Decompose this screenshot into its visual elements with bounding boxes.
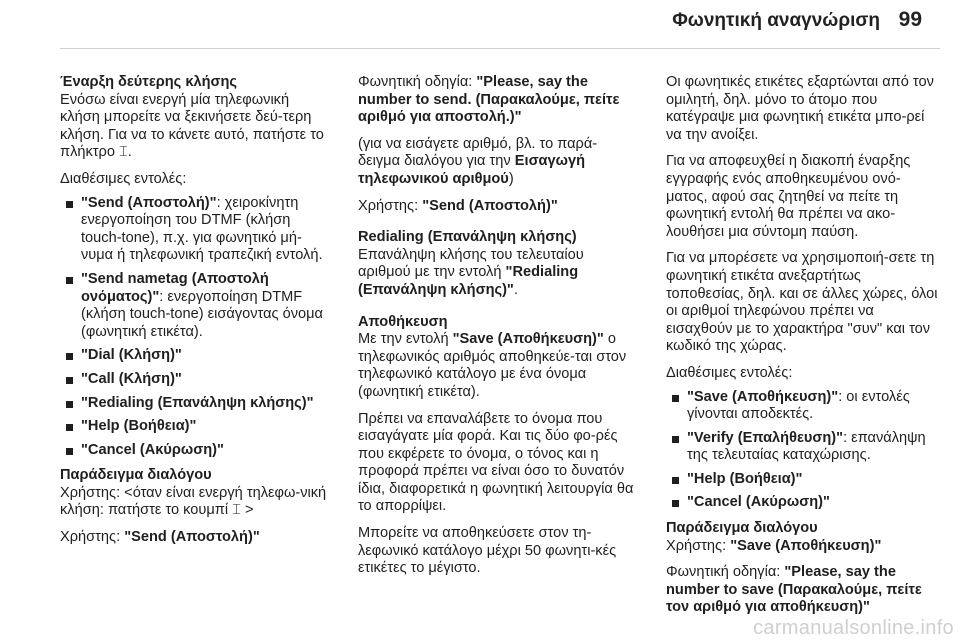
command-list xyxy=(666,389,938,513)
paragraph-user-command xyxy=(358,198,636,216)
command-name: "Save (Αποθήκευση)" xyxy=(730,537,882,554)
section-heading-save: Αποθήκευση xyxy=(358,313,448,330)
list-item xyxy=(60,271,332,341)
note-text: (για να εισάγετε αριθμό, βλ. το παρά-δειγμα διαλόγου για την xyxy=(358,135,598,170)
command-description: : ενεργοποίηση DTMF (κλήση touch-tone) εισάγοντας όνομα (φωνητική ετικέτα). xyxy=(81,288,323,340)
list-item xyxy=(60,442,332,460)
column-middle xyxy=(358,74,636,587)
command-name: "Help (Βοήθεια)" xyxy=(687,470,803,487)
paragraph-voice-guide xyxy=(666,564,938,617)
save-text: Με την εντολή xyxy=(358,331,453,348)
paragraph-user-action: Χρήστης: <όταν είναι ενεργή τηλεφω-νική κλήση: πατήστε το κουμπί ⌶ > xyxy=(60,484,327,519)
paragraph-location: Για να μπορέσετε να χρησιμοποιή-σετε τη φωνητική ετικέτα ανεξαρτήτως τοποθεσίας, δηλ. και σε άλλες χώρες, όλοι οι αριθμοί τηλεφώνου πρέπει να εισαχθούν με το χαρακτήρα "συν" και τον κωδικό της χώρας. xyxy=(666,250,938,355)
commands-label: Διαθέσιμες εντολές: xyxy=(60,170,187,187)
column-right xyxy=(666,74,938,626)
command-name: "Send nametag (Αποστολή ονόματος)" xyxy=(81,270,269,305)
paragraph-voice-guide xyxy=(358,74,636,127)
paragraph-user-command xyxy=(666,538,938,556)
command-description: : επανάληψη της τελευταίας καταχώρισης. xyxy=(687,429,926,464)
speaker-label: Χρήστης: xyxy=(60,529,125,546)
command-name: "Cancel (Ακύρωση)" xyxy=(687,494,830,511)
command-name: "Help (Βοήθεια)" xyxy=(81,418,197,435)
paragraph-save xyxy=(358,331,636,401)
command-name: "Send (Αποστολή)" xyxy=(81,194,217,211)
bullet-square-icon xyxy=(66,277,73,284)
command-description: : οι εντολές γίνονται αποδεκτές. xyxy=(687,388,910,423)
commands-label: Διαθέσιμες εντολές: xyxy=(666,364,793,381)
command-name: "Redialing (Επανάληψη κλήσης)" xyxy=(81,394,314,411)
bullet-square-icon xyxy=(66,424,73,431)
speaker-label: Χρήστης: xyxy=(666,537,731,554)
list-item xyxy=(60,347,332,365)
bullet-square-icon xyxy=(672,395,679,402)
command-name: "Dial (Κλήση)" xyxy=(81,347,182,364)
command-list xyxy=(60,195,332,460)
bullet-square-icon xyxy=(66,448,73,455)
bullet-square-icon xyxy=(672,477,679,484)
column-left xyxy=(60,74,332,556)
paragraph-speaker-dependent: Οι φωνητικές ετικέτες εξαρτώνται από τον ομιλητή, δηλ. μόνο το άτομο που κατέγραψε μια φωνητική ετικέτα μπο-ρεί να την ανοίξει. xyxy=(666,74,934,143)
save-text-end: ο τηλεφωνικός αριθμός αποθηκεύε-ται στον τηλεφωνικό κατάλογο με ένα όνομα (φωνητική ετικέτα). xyxy=(358,331,627,400)
paragraph-repeat-name: Πρέπει να επαναλάβετε το όνομα που εισαγάγατε μία φορά. Και τις δύο φο-ρές που εκφέρετε το όνομα, ο τόνος και η προφορά πρέπει να είναι όσο το δυνατόν ίδια, διαφορετικά η φωνητική λειτουργία θα το απορρίψει. xyxy=(358,410,634,515)
list-item xyxy=(60,418,332,436)
redial-text: Επανάληψη κλήσης του τελευταίου αριθμού με την εντολή xyxy=(358,246,584,281)
section-heading-dialog-example: Παράδειγμα διαλόγου xyxy=(60,467,212,484)
list-item xyxy=(60,195,332,265)
bullet-square-icon xyxy=(672,436,679,443)
command-description: : χειροκίνητη ενεργοποίηση του DTMF (κλήση touch-tone), π.χ. για φωνητικό μή-νυμα ή τηλεφωνική τραπεζική εντολή. xyxy=(81,194,323,264)
command-name: "Save (Αποθήκευση)" xyxy=(687,388,839,405)
command-name: "Redialing (Επανάληψη κλήσης)" xyxy=(358,264,579,298)
page-number: 99 xyxy=(898,8,922,31)
paragraph-max-tags: Μπορείτε να αποθηκεύσετε στον τη-λεφωνικό κατάλογο μέχρι 50 φωνητι-κές ετικέτες το μέγιστο. xyxy=(358,525,617,577)
page-header xyxy=(0,0,960,44)
paragraph-user-command xyxy=(60,529,332,547)
header-divider xyxy=(60,48,940,49)
speaker-label: Χρήστης: xyxy=(358,197,423,214)
command-name: "Send (Αποστολή)" xyxy=(422,197,558,214)
command-name: "Cancel (Ακύρωση)" xyxy=(81,441,224,458)
list-item xyxy=(60,395,332,413)
voice-prompt: "Please, say the number to save (Παρακαλούμε, πείτε τον αριθμό για αποθήκευση)" xyxy=(666,564,922,616)
section-heading-second-call: Έναρξη δεύτερης κλήσης xyxy=(60,74,237,90)
section-heading-redial: Redialing (Επανάληψη κλήσης) xyxy=(358,229,577,246)
paragraph-second-call: Ενόσω είναι ενεργή μία τηλεφωνική κλήση μπορείτε να ξεκινήσετε δεύ-τερη κλήση. Για να το κάνετε αυτό, πατήστε το πλήκτρο ⌶. xyxy=(60,91,324,161)
list-item xyxy=(666,471,938,489)
paragraph-avoid-interrupt: Για να αποφευχθεί η διακοπή έναρξης εγγραφής ενός αποθηκευμένου ονό-ματος, αφού σας ζητηθεί να πείτε τη φωνητική εντολή θα πρέπει να ακο-λουθήσει μια σύντομη παύση. xyxy=(666,153,911,240)
bullet-square-icon xyxy=(66,401,73,408)
cross-reference: Εισαγωγή τηλεφωνικού αριθμού xyxy=(358,153,585,187)
watermark-text: carmanualsonline.info xyxy=(753,617,954,639)
page-title: Φωνητική αναγνώριση xyxy=(672,10,880,31)
speaker-label: Φωνητική οδηγία: xyxy=(358,74,477,90)
command-name: "Send (Αποστολή)" xyxy=(124,529,260,546)
note-text-end: ) xyxy=(508,170,514,187)
paragraph-note xyxy=(358,136,636,189)
command-name: "Call (Κλήση)" xyxy=(81,370,182,387)
section-heading-dialog-example: Παράδειγμα διαλόγου xyxy=(666,520,818,537)
command-name: "Verify (Επαλήθευση)" xyxy=(687,429,844,446)
command-name: "Save (Αποθήκευση)" xyxy=(452,331,604,348)
list-item xyxy=(666,389,938,424)
redial-text-end: . xyxy=(513,281,518,298)
list-item xyxy=(666,430,938,465)
bullet-square-icon xyxy=(672,500,679,507)
bullet-square-icon xyxy=(66,353,73,360)
list-item xyxy=(666,494,938,512)
paragraph-redial xyxy=(358,247,636,300)
bullet-square-icon xyxy=(66,201,73,208)
bullet-square-icon xyxy=(66,377,73,384)
voice-prompt: "Please, say the number to send. (Παρακαλούμε, πείτε αριθμό για αποστολή.)" xyxy=(358,74,620,126)
list-item xyxy=(60,371,332,389)
speaker-label: Φωνητική οδηγία: xyxy=(666,564,785,581)
